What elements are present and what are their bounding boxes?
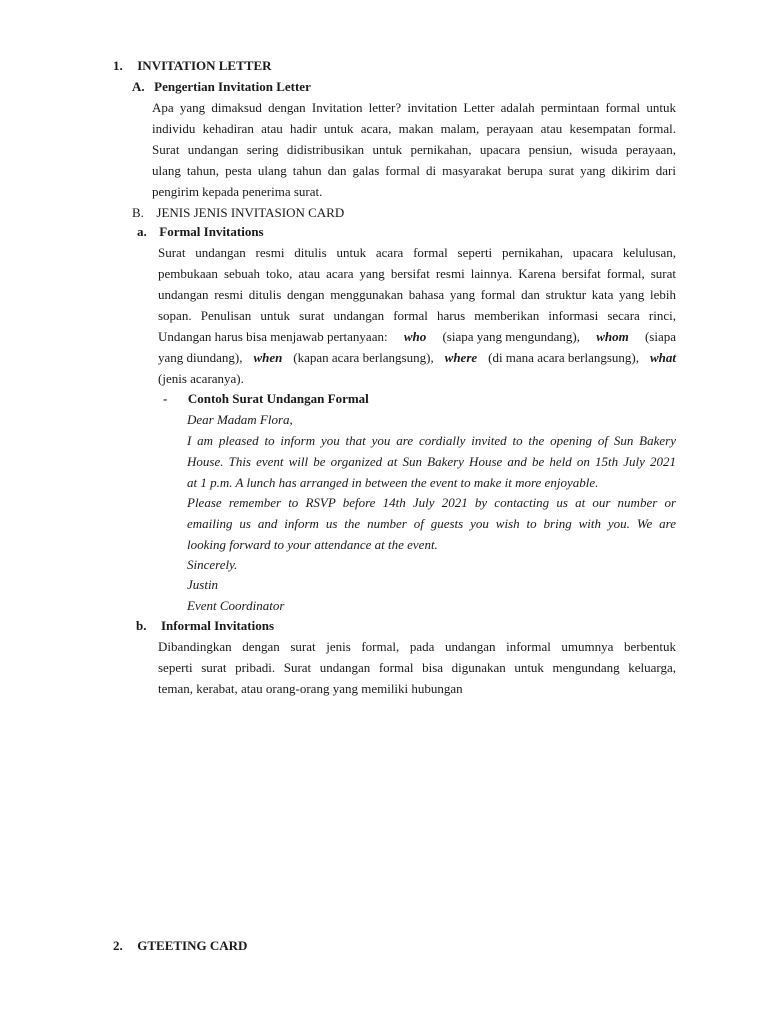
formal-title: Formal Invitations xyxy=(159,224,264,239)
section-2-title: GTEETING CARD xyxy=(137,938,248,953)
subsection-a-heading xyxy=(132,79,311,95)
subsection-a-paragraph-line: pengirim kepada penerima surat. xyxy=(152,184,323,199)
subsection-a-paragraph-line: individu kehadiran atau hadir untuk acara, makan malam, perayaan atau kesempatan formal. xyxy=(152,121,676,136)
example-letter-line: Justin xyxy=(187,577,219,592)
keyword-when: when xyxy=(253,350,283,365)
keyword-what: what xyxy=(649,350,676,365)
informal-paragraph-line: seperti surat pribadi. Surat undangan formal bisa digunakan untuk mengundang keluarga, xyxy=(158,660,676,675)
formal-paragraph-line: sopan. Penulisan untuk surat undangan formal harus memberikan informasi secara rinci, xyxy=(158,308,676,323)
example-letter-line: House. This event will be organized at Sun Bakery House and be held on 15th July 2021 xyxy=(187,454,676,469)
informal-heading xyxy=(136,618,274,634)
example-letter-line: I am pleased to inform you that you are cordially invited to the opening of Sun Bakery xyxy=(187,433,676,448)
subsection-a-paragraph-line: ulang tahun, pesta ulang tahun dan galas formal di masyarakat berupa surat yang dikirim dari xyxy=(152,163,676,178)
informal-title: Informal Invitations xyxy=(160,618,275,633)
section-2-heading xyxy=(113,938,247,954)
section-1-heading xyxy=(113,58,272,74)
subsection-b-heading xyxy=(132,205,344,221)
formal-q-line1-pre: Undangan harus bisa menjawab pertanyaan: xyxy=(158,329,388,344)
example-letter-line: Sincerely. xyxy=(187,557,238,572)
subsection-b-label: B. xyxy=(132,205,144,220)
subsection-a-paragraph-line: Surat undangan sering didistribusikan untuk pernikahan, upacara pensiun, wisuda perayaan, xyxy=(152,142,676,157)
example-letter-line: looking forward to your attendance at the event. xyxy=(187,537,438,552)
formal-q-line2-mid2: (di mana acara berlangsung), xyxy=(488,350,639,365)
informal-paragraph-line: Dibandingkan dengan surat jenis formal, pada undangan informal umumnya berbentuk xyxy=(158,639,676,654)
formal-paragraph-line: pembukaan sebuah toko, atau acara yang bersifat resmi lainnya. Karena bersifat formal, surat xyxy=(158,266,676,281)
section-2-number: 2. xyxy=(113,938,123,953)
formal-heading xyxy=(137,224,264,240)
keyword-who: who xyxy=(403,329,427,344)
informal-label: b. xyxy=(136,618,147,633)
example-letter-line: Event Coordinator xyxy=(187,598,285,613)
formal-paragraph-line: undangan resmi ditulis dengan menggunakan bahasa yang formal dan struktur kata yang lebih xyxy=(158,287,676,302)
formal-q-line1-post: (siapa xyxy=(644,329,676,344)
section-1-title: INVITATION LETTER xyxy=(137,58,272,73)
subsection-a-title: Pengertian Invitation Letter xyxy=(154,79,311,94)
subsection-b-title: JENIS JENIS INVITASION CARD xyxy=(156,205,345,220)
formal-label: a. xyxy=(137,224,147,239)
formal-paragraph-line-questions-2 xyxy=(158,350,676,366)
formal-q-line2-pre: yang diundang), xyxy=(158,350,243,365)
informal-paragraph-line: teman, kerabat, atau orang-orang yang memiliki hubungan xyxy=(158,681,463,696)
section-1-number: 1. xyxy=(113,58,123,73)
keyword-whom: whom xyxy=(596,329,629,344)
subsection-a-label: A. xyxy=(132,79,145,94)
example-bullet: - xyxy=(163,391,168,406)
formal-q-line2-mid1: (kapan acara berlangsung), xyxy=(293,350,434,365)
example-title: Contoh Surat Undangan Formal xyxy=(187,391,369,406)
formal-paragraph-line-questions-1 xyxy=(158,329,676,345)
example-letter-line: emailing us and inform us the number of guests you wish to bring with you. We are xyxy=(187,516,676,531)
formal-paragraph-line: Surat undangan resmi ditulis untuk acara formal seperti pernikahan, upacara kelulusan, xyxy=(158,245,676,260)
formal-paragraph-line: (jenis acaranya). xyxy=(158,371,244,386)
example-letter-line: Please remember to RSVP before 14th July 2021 by contacting us at our number or xyxy=(187,495,676,510)
example-letter-line: Dear Madam Flora, xyxy=(187,412,293,427)
example-letter-line: at 1 p.m. A lunch has arranged in between the event to make it more enjoyable. xyxy=(187,475,599,490)
example-heading xyxy=(163,391,369,407)
subsection-a-paragraph-line: Apa yang dimaksud dengan Invitation letter? invitation Letter adalah permintaan formal untuk xyxy=(152,100,676,115)
formal-q-line1-mid: (siapa yang mengundang), xyxy=(442,329,580,344)
keyword-where: where xyxy=(444,350,478,365)
